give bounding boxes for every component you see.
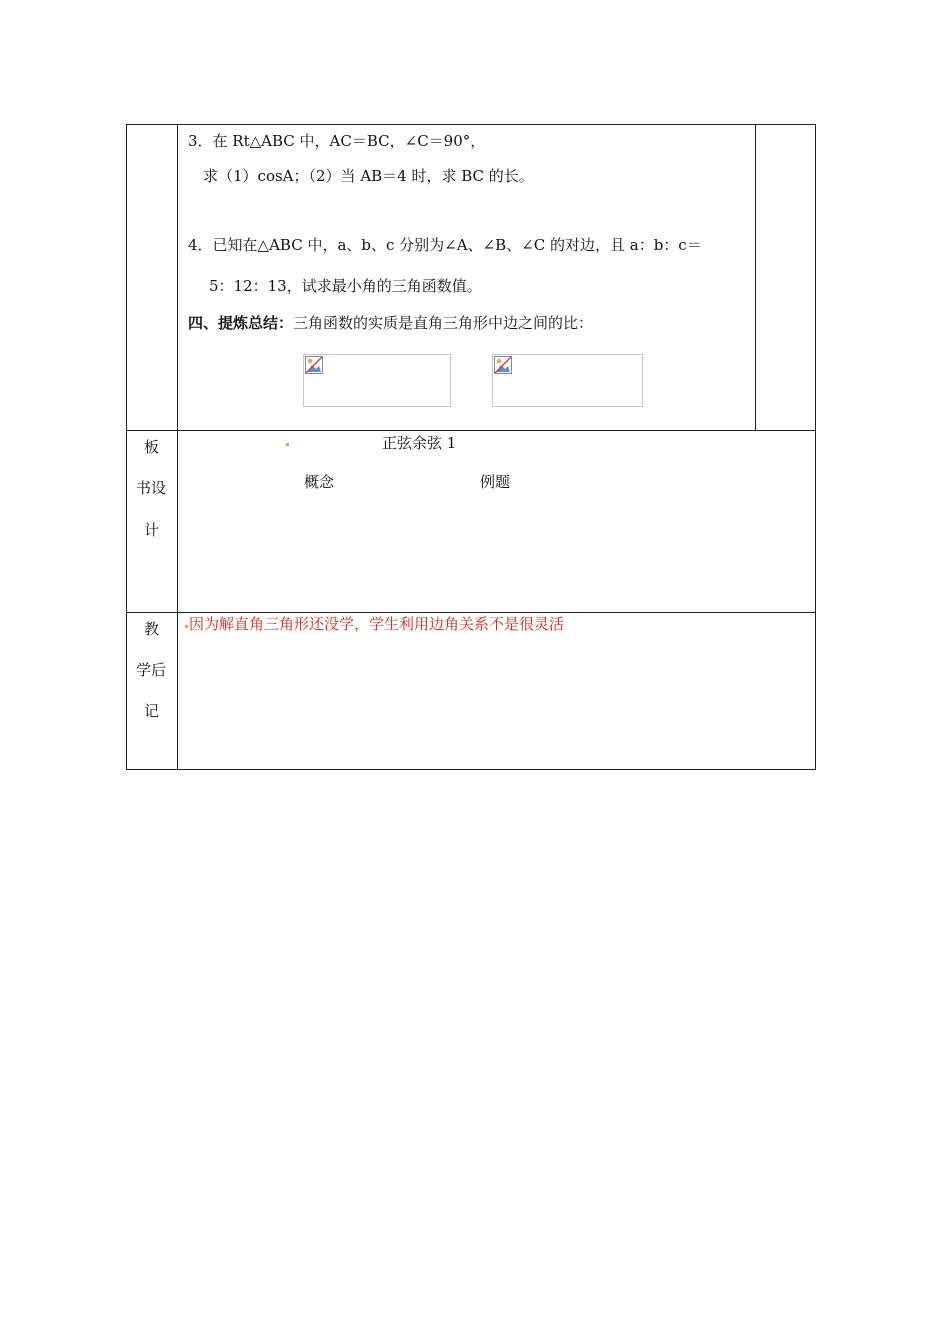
table-left-border — [126, 124, 127, 770]
board-design-label-2: 书设 — [136, 479, 167, 497]
label-column-divider — [177, 124, 178, 770]
table-right-border — [815, 124, 816, 770]
board-concept: 概念 — [304, 473, 335, 491]
afterword-text: 因为解直角三角形还没学，学生利用边角关系不是很灵活 — [189, 615, 565, 633]
problem-4-line-1: 4．已知在△ABC 中，a、b、c 分别为∠A、∠B、∠C 的对边，且 a：b：c＝ — [188, 236, 702, 254]
row-divider-board — [126, 430, 816, 431]
board-examples: 例题 — [480, 473, 511, 491]
board-design-label-1: 板 — [144, 438, 160, 456]
table-top-border — [126, 124, 816, 125]
afterword-label-1: 教 — [144, 620, 160, 638]
broken-image-icon — [305, 356, 323, 374]
problem-3-line-2: 求（1）cosA；（2）当 AB＝4 时，求 BC 的长。 — [203, 167, 534, 185]
summary-heading: 四、提炼总结： — [188, 314, 294, 332]
formula-image-left — [303, 354, 451, 407]
anchor-marker — [185, 625, 188, 628]
afterword-label-3: 记 — [144, 702, 160, 720]
anchor-marker — [286, 443, 289, 446]
right-column-divider — [755, 124, 756, 431]
problem-3-line-1: 3．在 Rt△ABC 中，AC＝BC，∠C＝90°， — [188, 132, 486, 150]
broken-image-icon — [494, 356, 512, 374]
summary-text: 三角函数的实质是直角三角形中边之间的比： — [293, 314, 594, 332]
afterword-label-2: 学后 — [136, 661, 167, 679]
problem-4-line-2: 5：12：13，试求最小角的三角函数值。 — [209, 277, 482, 295]
table-bottom-border — [126, 769, 816, 770]
board-title: 正弦余弦 1 — [382, 434, 457, 452]
formula-image-right — [492, 354, 643, 407]
summary-line — [188, 312, 593, 333]
board-design-label-3: 计 — [144, 521, 160, 539]
